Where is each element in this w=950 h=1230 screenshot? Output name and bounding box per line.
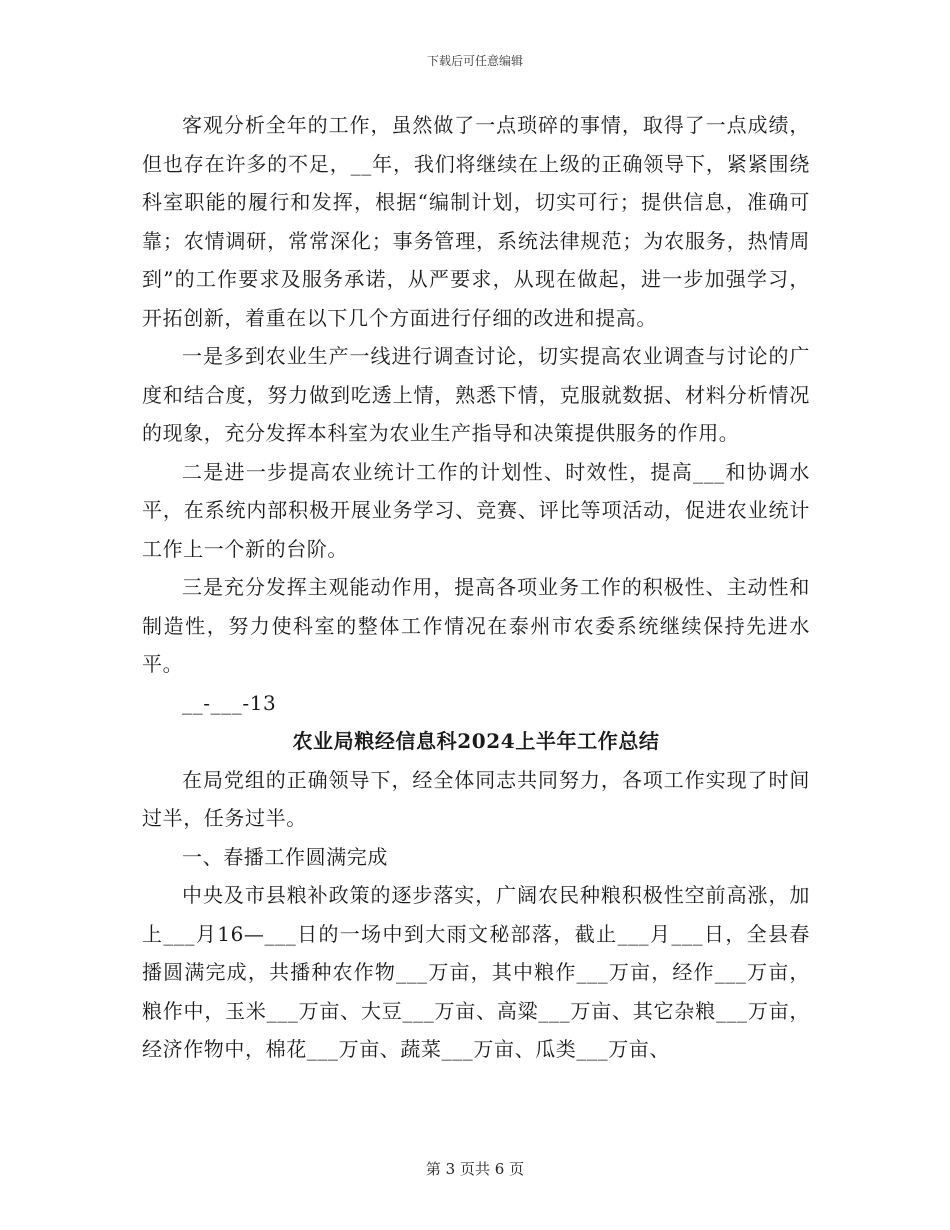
paragraph-intro: 在局党组的正确领导下，经全体同志共同努力，各项工作实现了时间过半，任务过半。 xyxy=(142,767,810,830)
paragraph-spring-sowing: 中央及市县粮补政策的逐步落实，广阔农民种粮积极性空前高涨，加上___月16—___日的一场中到大雨文秘部落，截止___月___日，全县春播圆满完成，共播种农作物___万亩，其中粮作___万亩，经作___万亩，粮作中，玉米___万亩、大豆___万亩、高粱___万亩、其它杂粮___万亩，经济作物中，棉花___万亩、蔬菜___万亩、瓜类___万亩、 xyxy=(142,883,810,1061)
subheading-spring-sowing: 一、春播工作圆满完成 xyxy=(182,844,388,869)
section-title: 农业局粮经信息科2024上半年工作总结 xyxy=(292,729,660,753)
date-line: __-___-13 xyxy=(182,690,277,715)
paragraph-point-three: 三是充分发挥主观能动作用，提高各项业务工作的积极性、主动性和制造性，努力使科室的整体工作情况在泰州市农委系统继续保持先进水平。 xyxy=(142,575,810,676)
page-header: 下载后可任意编辑 xyxy=(426,54,523,68)
document-body xyxy=(142,106,810,1069)
paragraph-summary: 客观分析全年的工作，虽然做了一点琐碎的事情，取得了一点成绩，但也存在许多的不足，__年，我们将继续在上级的正确领导下，紧紧围绕科室职能的履行和发挥，根据“编制计划，切实可行；提供信息，准确可靠；农情调研，常常深化；事务管理，系统法律规范；为农服务，热情周到”的工作要求及服务承诺，从严要求，从现在做起，进一步加强学习，开拓创新，着重在以下几个方面进行仔细的改进和提高。 xyxy=(142,113,810,330)
paragraph-point-two: 二是进一步提高农业统计工作的计划性、时效性，提高___和协调水平，在系统内部积极开展业务学习、竞赛、评比等项活动，促进农业统计工作上一个新的台阶。 xyxy=(142,459,810,561)
paragraph-point-one: 一是多到农业生产一线进行调查讨论，切实提高农业调查与讨论的广度和结合度，努力做到吃透上情，熟悉下情，克服就数据、材料分析情况的现象，充分发挥本科室为农业生产指导和决策提供服务的作用。 xyxy=(142,344,810,445)
page-footer: 第 3 页共 6 页 xyxy=(425,1160,525,1178)
